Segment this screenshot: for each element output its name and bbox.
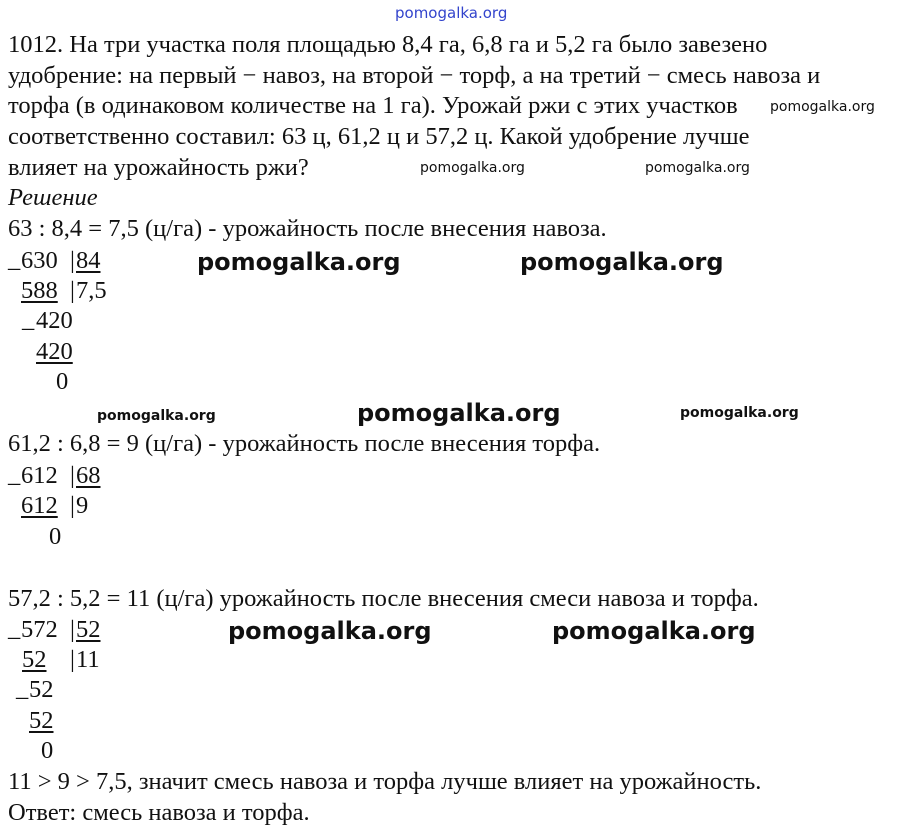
bar: |	[70, 462, 75, 489]
subtrahend: 612	[21, 492, 58, 519]
watermark-top: pomogalka.org	[395, 4, 508, 22]
quotient: 11	[76, 646, 100, 673]
step1-text: 63 : 8,4 = 7,5 (ц/га) - урожайность после внесения навоза.	[8, 215, 607, 242]
quotient: 7,5	[76, 277, 107, 304]
watermark: pomogalka.org	[552, 617, 756, 645]
bar: |	[70, 646, 75, 673]
minus: _	[8, 461, 21, 488]
minus: _	[22, 306, 35, 333]
remainder: 0	[56, 368, 69, 395]
bar: |	[70, 492, 75, 519]
divisor: 52	[76, 616, 101, 643]
problem-line: влияет на урожайность ржи?	[8, 154, 309, 181]
divisor: 68	[76, 462, 101, 489]
remainder: 0	[49, 523, 62, 550]
problem-line: соответственно составил: 63 ц, 61,2 ц и 57,2 ц. Какой удобрение лучше	[8, 123, 750, 150]
problem-line: торфа (в одинаковом количестве на 1 га). Урожай ржи с этих участков	[8, 92, 738, 119]
watermark: pomogalka.org	[197, 248, 401, 276]
watermark: pomogalka.org	[520, 248, 724, 276]
bar: |	[70, 247, 75, 274]
dividend: 572	[21, 616, 58, 643]
subtrahend: 52	[29, 707, 54, 734]
watermark: pomogalka.org	[357, 399, 561, 427]
quotient: 9	[76, 492, 89, 519]
problem-line: 1012. На три участка поля площадью 8,4 га, 6,8 га и 5,2 га было завезено	[8, 31, 768, 58]
subtrahend: 588	[21, 277, 58, 304]
bar: |	[70, 277, 75, 304]
divisor: 84	[76, 247, 101, 274]
minus: _	[16, 675, 29, 702]
step2-text: 61,2 : 6,8 = 9 (ц/га) - урожайность после внесения торфа.	[8, 430, 601, 457]
step3-text: 57,2 : 5,2 = 11 (ц/га) урожайность после внесения смеси навоза и торфа.	[8, 585, 759, 612]
watermark: pomogalka.org	[228, 617, 432, 645]
remainder: 420	[36, 307, 73, 334]
conclusion: 11 > 9 > 7,5, значит смесь навоза и торфа лучше влияет на урожайность.	[8, 768, 762, 795]
watermark: pomogalka.org	[680, 405, 799, 421]
dividend: 612	[21, 462, 58, 489]
watermark: pomogalka.org	[645, 160, 750, 176]
bar: |	[70, 616, 75, 643]
dividend: 630	[21, 247, 58, 274]
remainder: 52	[29, 676, 54, 703]
remainder: 0	[41, 737, 54, 764]
subtrahend: 420	[36, 338, 73, 365]
watermark: pomogalka.org	[770, 99, 875, 115]
problem-line: удобрение: на первый − навоз, на второй − торф, а на третий − смесь навоза и	[8, 62, 821, 89]
minus: _	[8, 246, 21, 273]
watermark: pomogalka.org	[420, 160, 525, 176]
subtrahend: 52	[22, 646, 47, 673]
answer: Ответ: смесь навоза и торфа.	[8, 799, 310, 826]
solution-heading: Решение	[8, 184, 98, 211]
watermark: pomogalka.org	[97, 408, 216, 424]
minus: _	[8, 615, 21, 642]
